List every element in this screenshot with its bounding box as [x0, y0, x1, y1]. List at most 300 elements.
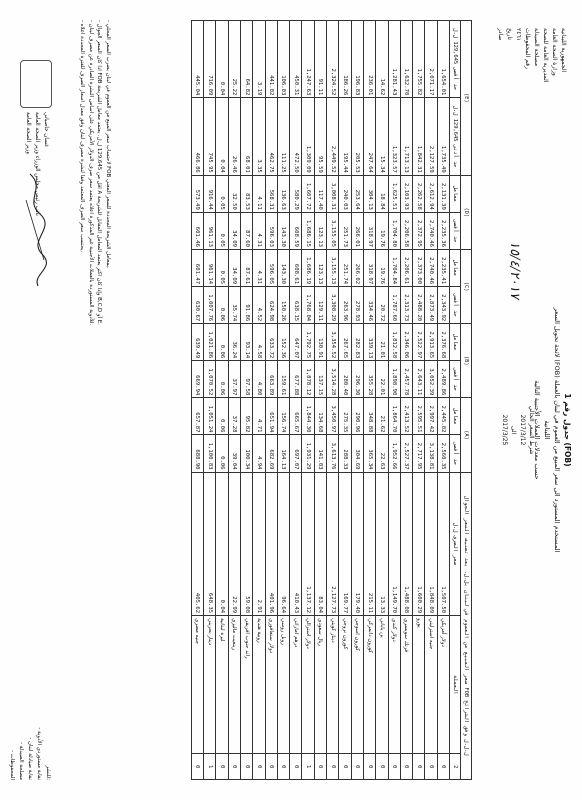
signatory-name: غسان حاصباني: [43, 112, 49, 148]
column-header: حد أقصى 129,645 ل.ل: [450, 21, 461, 98]
column-header: العملة: [450, 616, 461, 754]
table-row: [265, 21, 277, 780]
table-row: [327, 21, 339, 780]
table-cell: 251.74: [339, 250, 351, 287]
currency-name: دولار كندي: [388, 616, 400, 754]
distribution-item: - مصلحة الصيدلة: [18, 742, 24, 780]
table-cell: 677.88: [290, 361, 302, 398]
title-line-2: لائحة تحويل السعر (FOB) المستخدم المستورد الى سعر المبيع من العموم في لبنان بالعملة اللبنانية: [543, 307, 561, 553]
currency-name: دولار سنغافوري: [265, 616, 277, 754]
row-flag: 1: [302, 754, 314, 780]
table-cell: 2,449.52: [327, 98, 339, 175]
ministry-seal: [20, 60, 52, 108]
table-row: [277, 21, 289, 780]
table-cell: 2,740.46: [425, 250, 437, 287]
table-cell: 1,848.09: [425, 472, 437, 616]
table-cell: 34.09: [228, 250, 240, 287]
table-cell: 365.34: [363, 435, 375, 472]
table-cell: 93.14: [240, 324, 252, 361]
table-row: [290, 21, 302, 780]
table-cell: 1,070.52: [204, 361, 216, 398]
table-cell: 3,308.29: [327, 287, 339, 324]
table-cell: 247.64: [363, 98, 375, 175]
table-cell: 716.09: [204, 21, 216, 98]
table-cell: 688.90: [191, 435, 203, 472]
table-cell: 304.69: [351, 435, 363, 472]
table-cell: 608.59: [290, 212, 302, 249]
table-cell: 1,607.72: [302, 175, 314, 212]
table-cell: 4.52: [253, 287, 265, 324]
table-cell: 288.33: [339, 435, 351, 472]
handwritten-date: ١٥/٤/٢٠١٧: [507, 241, 522, 299]
currency-name: كورون نروجي: [339, 616, 351, 754]
table-cell: 410.43: [290, 472, 302, 616]
table-cell: 2,612.94: [425, 175, 437, 212]
table-cell: 123.13: [314, 212, 326, 249]
table-cell: 13.33: [376, 472, 388, 616]
table-cell: 401.96: [265, 472, 277, 616]
table-cell: 568.31: [265, 175, 277, 212]
table-cell: 1,931.29: [302, 435, 314, 472]
table-cell: 1,713.13: [400, 98, 412, 175]
table-cell: 3,450.97: [327, 398, 339, 435]
table-cell: 2,560.35: [437, 435, 449, 472]
table-cell: 2,262.58: [413, 175, 425, 212]
table-cell: 36.24: [228, 324, 240, 361]
ministry-header: [496, 28, 568, 158]
table-cell: 0.05: [216, 212, 228, 249]
table-cell: 4.94: [253, 435, 265, 472]
row-flag: 0: [277, 754, 289, 780]
table-cell: 18.84: [376, 175, 388, 212]
table-cell: 334.46: [363, 287, 375, 324]
table-row: [351, 21, 363, 780]
group-c: (C): [461, 250, 472, 324]
table-cell: 15.34: [376, 98, 388, 175]
table-cell: 100.34: [240, 435, 252, 472]
distribution-item: - نقابة مستوردي الأدوية: [36, 727, 42, 780]
table-cell: 1,787.60: [388, 287, 400, 324]
table-cell: 2,527.37: [400, 435, 412, 472]
row-flag: 0: [437, 754, 449, 780]
table-cell: 3,514.28: [327, 361, 339, 398]
table-cell: 2,235.36: [437, 212, 449, 249]
table-subheader: سعر المبيع من العموم في لبنان بل.ل. بعد تصنيف السعر الجوال FOB ل.ل.ل وفق الشرائح: [461, 472, 472, 779]
table-cell: 95.59: [314, 98, 326, 175]
table-cell: 87.60: [240, 212, 252, 249]
table-cell: 3,155.13: [327, 250, 339, 287]
table-cell: 916.44: [204, 175, 216, 212]
table-cell: 2,457.78: [400, 361, 412, 398]
currency-name: فرنك سويسري: [400, 616, 412, 754]
row-flag: 0: [388, 754, 400, 780]
table-cell: 156.74: [277, 398, 289, 435]
table-cell: 2,071.17: [425, 21, 437, 98]
table-cell: 83.04: [314, 472, 326, 616]
table-cell: 267.65: [339, 324, 351, 361]
table-cell: 164.13: [277, 435, 289, 472]
table-cell: 2,643.11: [413, 361, 425, 398]
table-cell: 96.64: [277, 472, 289, 616]
record-label: رقم المحفوظات: [524, 28, 531, 69]
title-line-3: حسب معدلات العملات الأجنبية التالية: [533, 380, 541, 480]
table-row: [413, 21, 425, 780]
table-cell: 2.91: [253, 472, 265, 616]
table-cell: 2,740.46: [425, 212, 437, 249]
date-start: 2017/3/12: [519, 414, 526, 446]
table-cell: 1,844.30: [302, 398, 314, 435]
table-cell: 669.94: [191, 361, 203, 398]
date-end: 2017/3/25: [501, 414, 508, 446]
table-cell: 1,007.76: [204, 287, 216, 324]
table-cell: 1,952.66: [388, 435, 400, 472]
table-cell: 19.76: [376, 212, 388, 249]
table-cell: 3,613.76: [327, 435, 339, 472]
department-line: مصلحة الصيدلة: [533, 28, 540, 67]
table-cell: 450.31: [290, 21, 302, 98]
table-row: [302, 21, 314, 780]
table-cell: 3.35: [253, 98, 265, 175]
column-header: معامل: [450, 250, 461, 287]
table-cell: 1,507.50: [437, 472, 449, 616]
table-cell: 405.62: [191, 472, 203, 616]
table-cell: 1,281.43: [388, 21, 400, 98]
table-cell: 1,247.63: [302, 21, 314, 98]
table-cell: 22.99: [228, 472, 240, 616]
table-cell: 290.96: [351, 398, 363, 435]
row-flag: 0: [228, 754, 240, 780]
table-cell: 2,717.95: [413, 435, 425, 472]
currency-name: روبية هندية: [253, 616, 265, 754]
column-header: معامل: [450, 175, 461, 212]
table-cell: 117.40: [314, 175, 326, 212]
row-flag: 0: [339, 754, 351, 780]
table-cell: 462.75: [265, 98, 277, 175]
table-cell: 348.88: [363, 398, 375, 435]
currency-name: درهم اماراتي: [290, 616, 302, 754]
currency-name: جنيه مصري: [191, 616, 203, 754]
exchange-table: [191, 20, 472, 780]
table-cell: 1,768.04: [302, 287, 314, 324]
table-cell: 14.62: [376, 21, 388, 98]
table-cell: 1,051.24: [204, 398, 216, 435]
row-flag: 0: [216, 754, 228, 780]
ministry-line: وزارة الصحة العامة: [551, 28, 558, 76]
table-cell: 136.63: [277, 175, 289, 212]
column-header: حد أقصى: [450, 361, 461, 398]
column-header: سعر الصرف ل.ل: [450, 472, 461, 616]
row-flag: 0: [363, 754, 375, 780]
table-cell: 32.50: [228, 175, 240, 212]
currency-name: ريال سعودي: [314, 616, 326, 754]
table-cell: 34.09: [228, 212, 240, 249]
table-cell: 573.49: [191, 175, 203, 212]
table-row: [376, 21, 388, 780]
signatory-role: نائب رئيس مجلس الوزراء وزير الصحة العامة: [34, 112, 40, 216]
table-cell: 1,021.86: [204, 324, 216, 361]
row-flag: 0: [425, 754, 437, 780]
currency-name: دولار استرالي: [302, 616, 314, 754]
table-cell: 35.74: [228, 287, 240, 324]
table-cell: 0.04: [216, 21, 228, 98]
table-cell: 466.86: [191, 98, 203, 175]
table-cell: 2,324.52: [327, 21, 339, 98]
table-cell: 2,376.68: [437, 324, 449, 361]
table-cell: 253.64: [351, 175, 363, 212]
table-cell: 2,489.86: [437, 361, 449, 398]
stamp-caption: وزير الصحة العامة: [25, 112, 31, 154]
table-row: [228, 21, 240, 780]
table-cell: 2,127.73: [327, 472, 339, 616]
table-cell: 205.53: [351, 98, 363, 175]
row-flag: 0: [265, 754, 277, 780]
currency-name: دولار أمريكي: [437, 616, 449, 754]
table-cell: 1,100.83: [204, 435, 216, 472]
table-row: [191, 21, 203, 780]
table-cell: 169.77: [339, 472, 351, 616]
table-cell: 608.61: [290, 250, 302, 287]
table-cell: 2,206.61: [400, 250, 412, 287]
table-cell: 95.82: [240, 398, 252, 435]
row-flag: 0: [351, 754, 363, 780]
table-cell: 1,323.57: [388, 98, 400, 175]
table-cell: 601.46: [191, 212, 203, 249]
table-cell: 263.96: [339, 287, 351, 324]
table-row: [363, 21, 375, 780]
currency-name: جنيه استرليني: [425, 616, 437, 754]
table-cell: 648.35: [204, 472, 216, 616]
table-cell: 1,898.90: [388, 361, 400, 398]
outgoing-label: صادر: [497, 28, 504, 41]
table-cell: 2,445.02: [437, 398, 449, 435]
table-cell: 647.07: [290, 324, 302, 361]
table-cell: 1,654.01: [437, 21, 449, 98]
table-cell: 195.44: [339, 98, 351, 175]
table-cell: 1,625.51: [388, 175, 400, 212]
column-header: 2: [450, 754, 461, 780]
table-cell: 0.06: [216, 287, 228, 324]
table-cell: 4.58: [253, 324, 265, 361]
table-cell: 2,206.58: [400, 212, 412, 249]
title-line-1: جدول رقم 1 (FOB): [563, 393, 572, 467]
currency-name: ليرة لبنانية: [216, 616, 228, 754]
table-cell: 318.97: [363, 250, 375, 287]
table-cell: 1,137.12: [302, 472, 314, 616]
table-cell: 651.94: [265, 398, 277, 435]
table-row: [240, 21, 252, 780]
row-flag: 0: [240, 754, 252, 780]
table-cell: 143.30: [277, 250, 289, 287]
table-cell: 2,595.51: [413, 398, 425, 435]
table-cell: 21.62: [376, 398, 388, 435]
table-cell: 2,913.65: [425, 324, 437, 361]
table-cell: 624.98: [265, 287, 277, 324]
table-cell: 1,792.75: [302, 324, 314, 361]
table-cell: 282.83: [351, 324, 363, 361]
table-cell: 0.06: [216, 324, 228, 361]
table-cell: 2,873.49: [425, 287, 437, 324]
table-cell: 2,413.52: [400, 398, 412, 435]
table-cell: 1,686.15: [302, 212, 314, 249]
table-cell: 91.11: [314, 21, 326, 98]
table-cell: 97.58: [240, 361, 252, 398]
table-cell: 2,103.93: [400, 175, 412, 212]
table-cell: 141.03: [314, 435, 326, 472]
row-flag: 0: [400, 754, 412, 780]
currency-name: روبل روسي: [277, 616, 289, 754]
table-cell: 278.93: [351, 287, 363, 324]
table-row: [437, 21, 449, 780]
table-row: [314, 21, 326, 780]
table-cell: 0.06: [216, 361, 228, 398]
currency-name: راند جنوب افريقي: [240, 616, 252, 754]
column-header: حد أقصى: [450, 435, 461, 472]
distribution-label: للنشر:: [45, 765, 51, 780]
group-a: (A): [461, 398, 472, 472]
table-cell: 663.89: [265, 361, 277, 398]
row-flag: 0: [191, 754, 203, 780]
table-row: [204, 21, 216, 780]
table-cell: 1,755.82: [413, 21, 425, 98]
currency-name: يورو: [413, 616, 425, 754]
table-cell: 2,522.97: [413, 324, 425, 361]
directorate-line: المديرية العامة للصحة: [542, 28, 549, 83]
row-flag: 0: [376, 754, 388, 780]
table-cell: 2,127.59: [425, 98, 437, 175]
row-flag: 0: [413, 754, 425, 780]
table-cell: 1,600.29: [413, 472, 425, 616]
table-cell: 355.28: [363, 361, 375, 398]
table-cell: 472.50: [290, 98, 302, 175]
table-cell: 4.11: [253, 175, 265, 212]
table-cell: 134.68: [314, 398, 326, 435]
distribution-item: - نقابة صيادلة لبنان: [27, 737, 33, 780]
currency-name: كورون دانمركي: [363, 616, 375, 754]
currency-name: ين ياباني: [376, 616, 388, 754]
group-header-row: [461, 21, 472, 780]
table-cell: 2,373.00: [413, 250, 425, 287]
table-cell: 665.67: [290, 398, 302, 435]
table-cell: 0.06: [216, 435, 228, 472]
table-cell: 1,488.08: [400, 472, 412, 616]
date-label: تاريخ: [506, 28, 513, 40]
handwritten-signature: [22, 170, 50, 290]
table-cell: 123.13: [314, 250, 326, 287]
table-cell: 22.63: [376, 435, 388, 472]
table-cell: 1,704.80: [388, 212, 400, 249]
table-cell: 152.36: [277, 324, 289, 361]
table-row: [216, 21, 228, 780]
table-cell: 304.13: [363, 175, 375, 212]
row-flag: 0: [253, 754, 265, 780]
table-cell: 0.04: [216, 472, 228, 616]
table-cell: 0.05: [216, 250, 228, 287]
column-header: حد أدنى 129,645 ل.ل: [450, 98, 461, 175]
table-cell: 2,488.20: [413, 287, 425, 324]
table-cell: 445.04: [191, 21, 203, 98]
currency-name: دينار بحريني: [204, 616, 216, 754]
table-cell: 2,346.06: [400, 324, 412, 361]
table-cell: 2,235.41: [437, 250, 449, 287]
country-line: الجمهورية اللبنانية: [560, 28, 567, 73]
table-cell: 1,149.70: [388, 472, 400, 616]
table-row: [425, 21, 437, 780]
table-cell: 596.05: [265, 250, 277, 287]
document-title: [532, 300, 572, 560]
table-cell: 137.15: [314, 361, 326, 398]
table-cell: 2,131.39: [437, 175, 449, 212]
table-cell: 3,008.31: [327, 175, 339, 212]
table-cell: 186.26: [339, 21, 351, 98]
column-header: معامل: [450, 398, 461, 435]
table-cell: 87.61: [240, 250, 252, 287]
row-flag: 0: [290, 754, 302, 780]
price-condition: شرط السعر الحالي: [528, 405, 535, 455]
column-header: معامل: [450, 324, 461, 361]
column-header: حد أقصى: [450, 287, 461, 324]
footnote: - اذا كان السعر الجوال FOB اقل من 129,645 ل.ل. يعتمد معامل الشريحة A وإذا كان اكثر يعتمد المعامل المقابل للشريحة B,C,D أو E.: [96, 20, 103, 325]
table-cell: 1,704.84: [388, 250, 400, 287]
currency-name: رينغيت ماليزي: [228, 616, 240, 754]
table-cell: 2,372.95: [413, 212, 425, 249]
table-cell: 1,309.09: [302, 98, 314, 175]
table-cell: 129.11: [314, 287, 326, 324]
table-row: [388, 21, 400, 780]
table-cell: 3,052.39: [425, 361, 437, 398]
table-cell: 441.02: [265, 21, 277, 98]
table-cell: 1,686.19: [302, 250, 314, 287]
row-flag: 0: [327, 754, 339, 780]
table-cell: 697.07: [290, 435, 302, 472]
table-cell: 179.40: [351, 472, 363, 616]
table-cell: 37.28: [228, 398, 240, 435]
group-e: (E): [461, 21, 472, 176]
table-cell: 280.40: [339, 361, 351, 398]
period-dates: [500, 360, 536, 500]
table-cell: 961.14: [204, 250, 216, 287]
footnote: - يحتسب سعر الصرف المعتمد وفقا لنشرة مصرف لبنان وفق معدل اسعار الصرف للفترة المحددة اعلاه.: [79, 20, 86, 253]
table-cell: 3.19: [253, 21, 265, 98]
table-cell: 64.82: [240, 21, 252, 98]
table-cell: 1,842.31: [413, 98, 425, 175]
table-cell: 59.08: [240, 472, 252, 616]
table-cell: 0.06: [216, 398, 228, 435]
table-cell: 1,812.58: [388, 324, 400, 361]
table-row: [253, 21, 265, 780]
table-cell: 236.01: [363, 21, 375, 98]
table-cell: 251.73: [339, 212, 351, 249]
table-cell: 630.67: [191, 287, 203, 324]
table-cell: 3,354.52: [327, 324, 339, 361]
table-cell: 19.76: [376, 250, 388, 287]
table-cell: 3,138.81: [425, 435, 437, 472]
table-cell: 2,313.73: [400, 287, 412, 324]
row-flag: 0: [314, 754, 326, 780]
table-cell: 633.72: [265, 324, 277, 361]
table-cell: 37.97: [228, 361, 240, 398]
table-cell: 1,632.70: [400, 21, 412, 98]
table-cell: 22.01: [376, 361, 388, 398]
table-cell: 580.29: [290, 175, 302, 212]
table-cell: 275.35: [339, 398, 351, 435]
table-cell: 1,878.12: [302, 361, 314, 398]
footnote: - للأدوية المستوردة بالعملات الأجنبية غير المذكورة اعلاه يعتمد سعر صرف الدولار الأمريكي على اساس النشرة الصادرة عن مصرف لبنان.: [88, 20, 94, 326]
table-cell: 4.31: [253, 250, 265, 287]
table-row: [339, 21, 351, 780]
footnotes: [78, 20, 112, 780]
table-cell: 2,997.42: [425, 398, 437, 435]
table-cell: 20.72: [376, 287, 388, 324]
